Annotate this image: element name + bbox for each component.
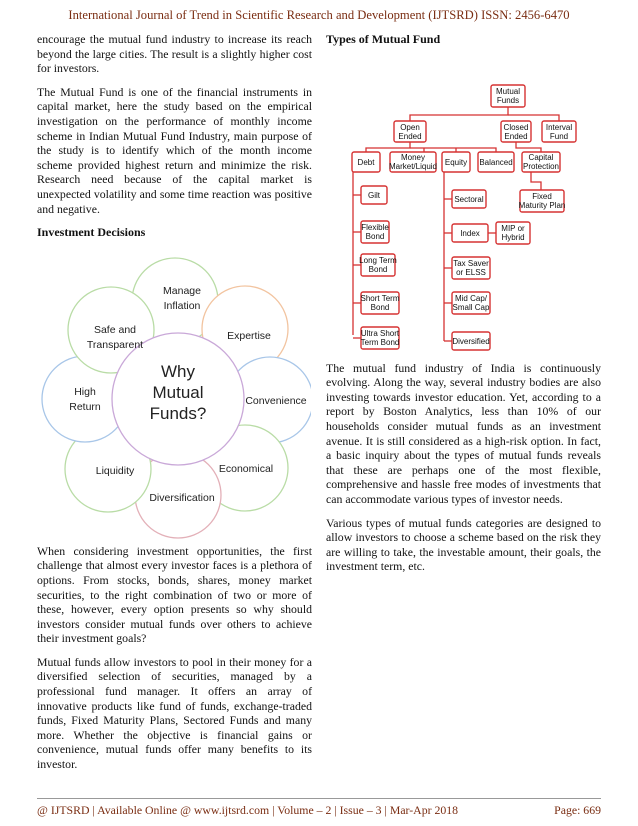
tree-node-balanced [478, 152, 514, 172]
node-text: Flexible [361, 222, 389, 232]
tree-node-mutual-funds [491, 85, 525, 107]
mutual-fund-types-tree [326, 49, 602, 355]
node-text: Sectoral [454, 194, 484, 204]
tree-node-tax-saver [452, 257, 490, 279]
node-text: Ended [504, 131, 528, 141]
paragraph: The mutual fund industry of India is continuously evolving. Along the way, several industry bodies are also investing towards investor education. Yet, according to a report by Boston Analytics, less than 10% of our households consider mutual funds as an investment avenue. It is still considered as a high-risk option. In fact, a basic inquiry about the types of mutual funds reveals that these are perhaps one of the most flexible, comprehensive and hassle free modes of investments that can accommodate various types of investor needs. [326, 360, 601, 506]
node-text: Maturity Plan [518, 200, 566, 210]
center-line-3: Funds? [149, 403, 207, 423]
node-text: Short Term [360, 293, 400, 303]
node-text: Gilt [368, 190, 380, 200]
paragraph: When considering investment opportunities, the first challenge that almost every investor faces is a plethora of options. From stocks, bonds, shares, money market securities, to the right combination of two or more of these, however, every option presents so why should investors consider mutual funds over others to achieve their investment goals? [37, 543, 312, 646]
tree-node-mid-cap [452, 292, 490, 314]
journal-header: International Journal of Trend in Scientific Research and Development (IJTSRD) ISSN: 2456-6470 [68, 8, 570, 22]
paragraph: Mutual funds allow investors to pool in their money for a diversified selection of securities, managed by a professional fund manager. It offers an array of innovative products like fund of funds, exchange-traded funds, Fixed Maturity Plans, Sectored Funds and many more. Whether the objective is financial gains or convenience, mutual funds offer many benefits to its investor. [37, 654, 312, 772]
tree-node-mip-hybrid [496, 222, 530, 244]
label-high-return-1: High [74, 385, 96, 398]
tree-node-diversified [452, 332, 490, 350]
tree-node-sectoral [452, 190, 486, 208]
tree-node-short-term-bond [361, 292, 400, 314]
tree-node-open-ended [394, 121, 426, 142]
label-expertise: Expertise [227, 329, 271, 342]
node-text: Long Term [359, 255, 397, 265]
label-safe-2: Transparent [86, 338, 144, 351]
node-text: MIP or [501, 223, 525, 233]
tree-node-interval-fund [542, 121, 576, 142]
left-column [37, 32, 312, 781]
node-text: Term Bond [360, 337, 400, 347]
tree-node-fixed-maturity [519, 190, 566, 212]
node-text: Mid Cap/ [454, 293, 488, 303]
label-manage-1: Manage [163, 284, 201, 297]
label-manage-2: Inflation [163, 299, 201, 312]
node-text: Interval [545, 122, 573, 132]
node-text: Debt [357, 157, 375, 167]
node-text: Ended [398, 131, 422, 141]
node-text: Hybrid [501, 232, 525, 242]
tree-node-closed-ended [501, 121, 531, 142]
node-text: Funds [496, 95, 520, 105]
tree-node-debt [352, 152, 380, 172]
node-text: Closed [503, 122, 529, 132]
tree-node-equity [442, 152, 470, 172]
node-text: or ELSS [456, 267, 486, 277]
node-text: Fund [549, 131, 569, 141]
tree-node-ultra-short-bond [361, 327, 400, 349]
center-line-1: Why [161, 361, 195, 381]
label-diversification: Diversification [149, 491, 215, 504]
node-text: Market/Liquid [388, 161, 438, 171]
section-heading-investment-decisions: Investment Decisions [37, 225, 146, 240]
paragraph: encourage the mutual fund industry to increase its reach beyond the large cities. The result is a slightly higher cost for investors. [37, 32, 312, 76]
node-text: Protection [522, 161, 560, 171]
node-text: Diversified [452, 336, 490, 346]
node-text: Bond [365, 231, 385, 241]
page-footer [37, 803, 601, 818]
node-text: Bond [368, 264, 388, 274]
node-text: Ultra Short [360, 328, 400, 338]
label-high-return-2: Return [69, 400, 101, 413]
node-text: Equity [444, 157, 468, 167]
node-text: Fixed [532, 191, 552, 201]
paragraph: Various types of mutual funds categories are designed to allow investors to choose a scheme based on the risk they are willing to take, the investable amount, their goals, the investment term, etc. [326, 515, 601, 574]
node-text: Tax Saver [453, 258, 489, 268]
right-column [326, 32, 601, 583]
node-text: Balanced [479, 157, 513, 167]
node-text: Open [400, 122, 420, 132]
tree-node-index [452, 224, 488, 242]
tree-node-flexible-bond [361, 221, 389, 243]
paragraph: The Mutual Fund is one of the financial instruments in capital market, here the study based on the empirical investigation on the performance of monthly income scheme in Indian Mutual Fund Industry, main purpose of the study is to identify which of the month income scheme provided highest return and minimize the risk. Research need because of the capital market is unexpected volatility and some time reaction was positive and negative. [37, 84, 312, 216]
label-liquidity: Liquidity [95, 464, 135, 477]
node-text: Index [460, 228, 480, 238]
page-number: Page: 669 [554, 803, 601, 817]
center-line-2: Mutual [152, 382, 204, 402]
tree-node-money-market [389, 152, 437, 172]
node-text: Mutual [495, 86, 521, 96]
footer-text: @ IJTSRD | Available Online @ www.ijtsrd.com | Volume – 2 | Issue – 3 | Mar-Apr 2018 [37, 803, 459, 817]
label-economical: Economical [218, 462, 274, 475]
node-text: Money [400, 152, 426, 162]
section-heading-types-of-mutual-fund: Types of Mutual Fund [326, 32, 441, 46]
footer-divider [37, 798, 601, 799]
node-text: Bond [370, 302, 390, 312]
tree-node-long-term-bond [359, 254, 397, 276]
node-text: Capital [528, 152, 554, 162]
label-convenience: Convenience [245, 394, 307, 407]
why-mutual-funds-diagram [35, 248, 311, 540]
tree-node-capital-protection [522, 152, 560, 172]
node-text: Small Cap [452, 302, 490, 312]
tree-node-gilt [361, 186, 387, 204]
label-safe-1: Safe and [93, 323, 137, 336]
